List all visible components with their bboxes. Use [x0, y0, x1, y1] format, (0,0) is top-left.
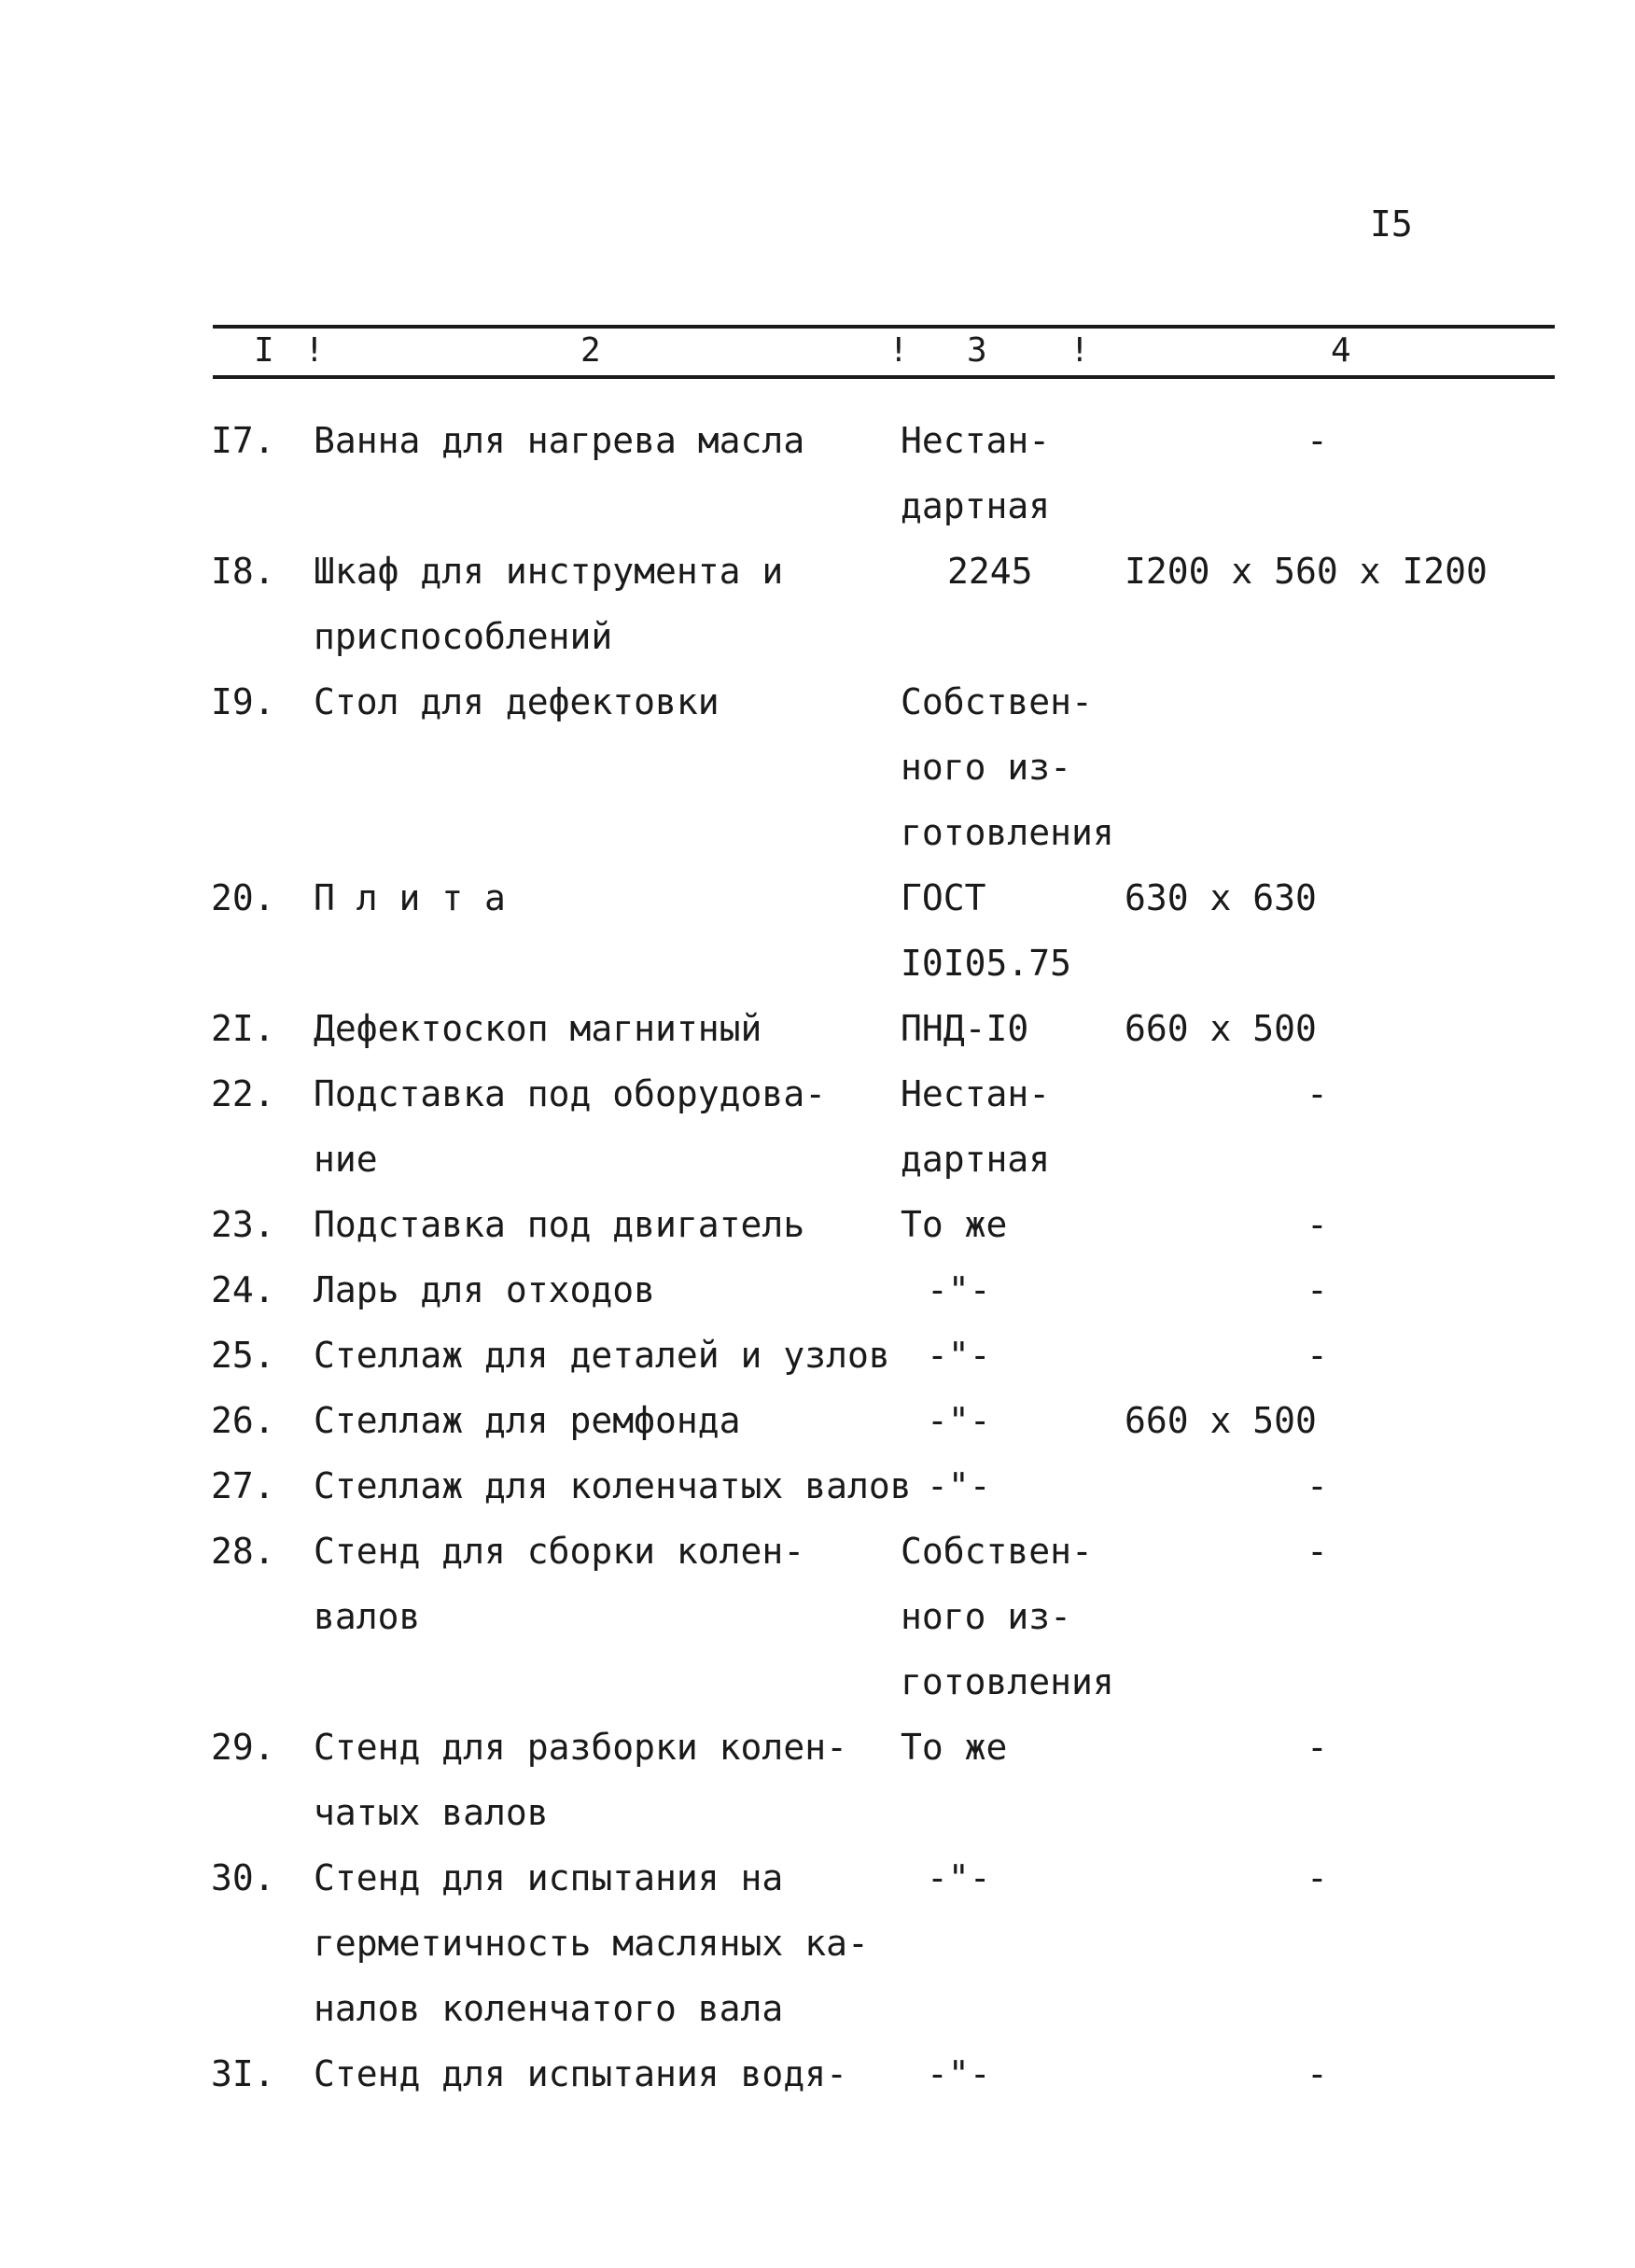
equipment-name-line: Дефектоскоп магнитный — [314, 1008, 762, 1049]
type-line: ного из- — [901, 1596, 1072, 1637]
type-or-standard — [901, 1453, 991, 1519]
equipment-name — [314, 2041, 847, 2107]
equipment-name-line: ние — [314, 1139, 378, 1180]
dimensions: 660 x 500 — [1125, 1400, 1317, 1441]
equipment-name — [314, 1323, 890, 1388]
header-col-2: 2 — [580, 331, 601, 370]
type-line: готовления — [901, 1661, 1114, 1702]
row-number: 22. — [211, 1073, 275, 1114]
dimensions: 630 x 630 — [1125, 877, 1317, 918]
type-or-standard — [901, 1061, 1050, 1192]
type-line: -"- — [927, 1335, 991, 1376]
equipment-name — [314, 1388, 741, 1453]
equipment-name — [314, 408, 804, 473]
equipment-name-line: Стенд для испытания на — [314, 1857, 784, 1898]
type-line: ПНД-I0 — [901, 1008, 1029, 1049]
type-or-standard — [901, 1519, 1114, 1715]
dimensions: - — [1307, 1073, 1328, 1114]
type-line: То же — [901, 1727, 1008, 1768]
equipment-name — [314, 1453, 912, 1519]
equipment-name-line: Шкаф для инструмента и — [314, 551, 784, 592]
equipment-name-line: Стол для дефектовки — [314, 681, 720, 722]
equipment-name-line: герметичность масляных ка- — [314, 1923, 869, 1964]
type-or-standard — [901, 996, 1028, 1061]
row-number: 26. — [211, 1400, 275, 1441]
type-or-standard — [901, 1323, 991, 1388]
table-header-rule — [213, 375, 1555, 379]
type-line: 2245 — [947, 551, 1033, 592]
page-number: I5 — [1370, 203, 1413, 245]
equipment-name-line: Стеллаж для коленчатых валов — [314, 1465, 912, 1506]
row-number: 30. — [211, 1857, 275, 1898]
equipment-name-line: Подставка под оборудова- — [314, 1073, 827, 1114]
equipment-name-line: Стеллаж для деталей и узлов — [314, 1335, 890, 1376]
equipment-name-line: Ванна для нагрева масла — [314, 420, 805, 461]
type-line: готовления — [901, 812, 1114, 853]
type-line: Собствен- — [901, 1531, 1093, 1572]
dimensions: 660 x 500 — [1125, 1008, 1317, 1049]
equipment-name-line: Стенд для испытания водя- — [314, 2053, 847, 2094]
type-or-standard — [901, 1192, 1007, 1257]
type-or-standard — [901, 865, 1071, 996]
type-or-standard — [901, 408, 1050, 539]
header-separator: ! — [1069, 331, 1090, 370]
type-line: -"- — [927, 1465, 991, 1506]
type-line: -"- — [927, 1400, 991, 1441]
row-number: I8. — [211, 551, 275, 592]
row-number: 25. — [211, 1335, 275, 1376]
equipment-name — [314, 996, 762, 1061]
dimensions: - — [1307, 1269, 1328, 1310]
type-or-standard — [901, 1388, 991, 1453]
equipment-name — [314, 1519, 804, 1649]
equipment-name-line: Стенд для разборки колен- — [314, 1727, 847, 1768]
dimensions: - — [1307, 1204, 1328, 1245]
type-line: ного из- — [901, 747, 1072, 788]
equipment-name — [314, 1845, 869, 2041]
equipment-name-line: чатых валов — [314, 1792, 549, 1833]
type-line: ГОСТ — [901, 877, 986, 918]
dimensions: - — [1307, 1335, 1328, 1376]
equipment-name-line: приспособлений — [314, 616, 613, 657]
type-line: То же — [901, 1204, 1008, 1245]
type-or-standard — [901, 539, 1033, 604]
header-col-3: 3 — [967, 331, 987, 370]
equipment-name-line: Стенд для сборки колен- — [314, 1531, 805, 1572]
row-number: I7. — [211, 420, 275, 461]
type-line: -"- — [927, 2053, 991, 2094]
equipment-name — [314, 539, 783, 669]
row-number: I9. — [211, 681, 275, 722]
type-or-standard — [901, 1845, 991, 1911]
type-or-standard — [901, 1257, 991, 1323]
equipment-name — [314, 1192, 804, 1257]
dimensions: - — [1307, 1857, 1328, 1898]
dimensions: - — [1307, 1531, 1328, 1572]
type-or-standard — [901, 2041, 991, 2107]
row-number: 27. — [211, 1465, 275, 1506]
header-col-1: I — [254, 331, 274, 370]
row-number: 20. — [211, 877, 275, 918]
row-number: 23. — [211, 1204, 275, 1245]
equipment-name — [314, 1715, 847, 1845]
dimensions: - — [1307, 1465, 1328, 1506]
type-line: дартная — [901, 485, 1051, 526]
dimensions: I200 x 560 x I200 — [1125, 551, 1488, 592]
equipment-name — [314, 669, 720, 735]
header-separator: ! — [888, 331, 909, 370]
type-line: Нестан- — [901, 1073, 1051, 1114]
equipment-name-line: валов — [314, 1596, 421, 1637]
type-or-standard — [901, 669, 1114, 865]
equipment-name-line: Стеллаж для ремфонда — [314, 1400, 741, 1441]
table-top-rule — [213, 325, 1555, 329]
type-line: дартная — [901, 1139, 1051, 1180]
header-col-4: 4 — [1331, 331, 1351, 370]
type-line: -"- — [927, 1269, 991, 1310]
row-number: 28. — [211, 1531, 275, 1572]
type-line: Собствен- — [901, 681, 1093, 722]
dimensions: - — [1307, 420, 1328, 461]
row-number: 29. — [211, 1727, 275, 1768]
equipment-name-line: налов коленчатого вала — [314, 1988, 784, 2029]
row-number: 3I. — [211, 2053, 275, 2094]
equipment-name-line: П л и т а — [314, 877, 506, 918]
row-number: 2I. — [211, 1008, 275, 1049]
type-line: -"- — [927, 1857, 991, 1898]
equipment-name-line: Подставка под двигатель — [314, 1204, 805, 1245]
equipment-name-line: Ларь для отходов — [314, 1269, 656, 1310]
header-separator: ! — [304, 331, 325, 370]
type-line: I0I05.75 — [901, 943, 1072, 984]
equipment-name — [314, 865, 506, 931]
dimensions: - — [1307, 2053, 1328, 2094]
equipment-name — [314, 1061, 826, 1192]
row-number: 24. — [211, 1269, 275, 1310]
type-or-standard — [901, 1715, 1007, 1780]
dimensions: - — [1307, 1727, 1328, 1768]
type-line: Нестан- — [901, 420, 1051, 461]
equipment-name — [314, 1257, 655, 1323]
